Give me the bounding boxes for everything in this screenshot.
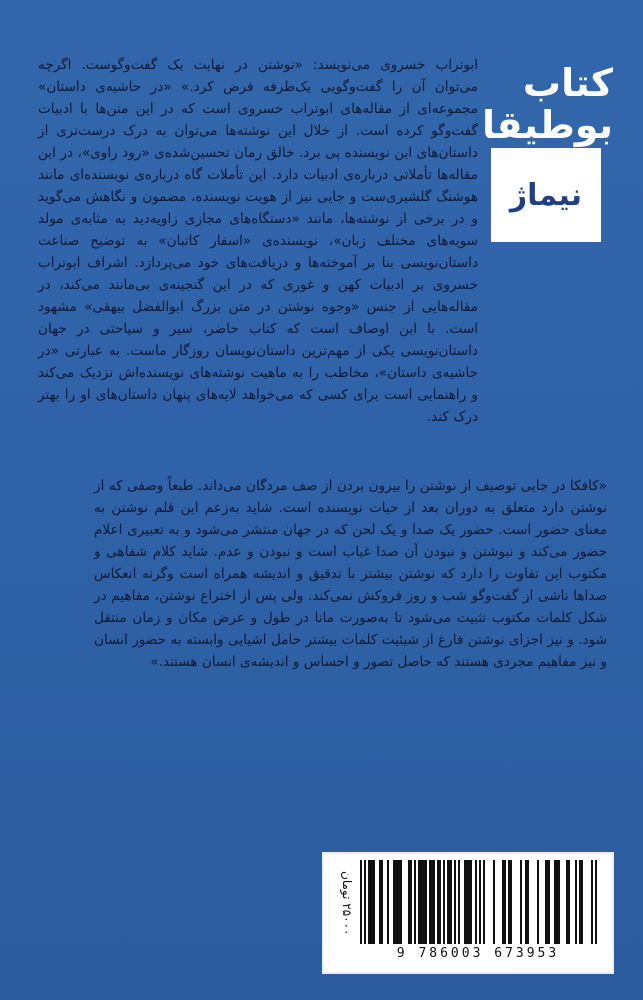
price-text: ۲۵۰۰۰ تومان <box>340 870 354 936</box>
barcode-bar <box>529 860 537 944</box>
description-paragraph: ابوتراب خسروی می‌نویسد: «نوشتن در نهایت یک گفت‌وگوست. اگرچه می‌توان آن را گفت‌وگویی یک‌طرفه فرض کرد.» «در حاشیه‌ی داستان» مجموعه‌ای از مقاله‌های ابوتراب خسروی است که در این متن‌ها با ادبیات گفت‌وگو کرده است. از خلال این نوشته‌ها می‌توان به درک درست‌تری از داستان‌های این نویسنده پی برد. خالق رمان تحسین‌شده‌ی «رود راوی»، در این مقاله‌ها تأملاتی درباره‌ی ادبیات دارد. این تأملات گاه درباره‌ی نویسنده‌ای مانند هوشنگ گلشیری‌ست و جایی نیز از هویت نویسنده، مضمون و نگاهش می‌گوید و در برخی از نوشته‌ها، مانند «دستگاه‌های مجازی زاویه‌دید به مثابه‌ی مولد سویه‌های مختلف زبان»، نویسنده‌ی «اسفار کاتبان» به توضیح صناعت داستان‌نویسی بنا بر آموخته‌ها و دریافت‌های خود می‌پردازد. اشراف ابوتراب خسروی بر ادبیات کهن و غوری که در این گنجینه‌ی بی‌مانند می‌کند، در مقاله‌هایی از جنس «وجوه نوشتن در متن بزرگ ابوالفضل بیهقی» مشهود است. با این اوصاف است که کتاب حاضر، سیر و سیاحتی در جهان داستان‌نویسی یکی از مهم‌ترین داستان‌نویسان روزگار ماست. به عبارتی «در حاشیه‌ی داستان»، مخاطب را به ماهیت نوشته‌های نویسنده‌اش نزدیک می‌کند و راهنمایی است برای کسی که می‌خواهد لایه‌های پنهان داستان‌های او را بهتر درک کند. <box>38 56 478 425</box>
barcode-bars <box>360 860 598 944</box>
series-title-line-1: کتاب <box>522 61 613 105</box>
barcode-bar <box>583 860 591 944</box>
barcode-label <box>322 852 614 974</box>
series-title-line-2: بوطیقا <box>481 103 613 147</box>
publisher-logo <box>491 148 601 242</box>
barcode-bar <box>595 860 597 944</box>
barcode-bar <box>393 860 401 944</box>
publisher-logo-text: نیماژ <box>509 177 583 213</box>
barcode-bar <box>512 860 520 944</box>
series-title <box>481 61 613 147</box>
barcode-bar <box>418 860 426 944</box>
barcode-bar <box>485 860 493 944</box>
isbn-number: 9 786003 673953 <box>396 946 560 961</box>
barcode-bar <box>464 860 472 944</box>
quote-paragraph: «کافکا در جایی توصیف از نوشتن را بیرون بردن از صف مردگان می‌داند. طبعاً وصفی که از نوشتن دارد متعلق به دوران بعد از حیات نویسنده است. شاید به‌زعم این قلم نوشتن به معنای حضور است. حضور یک صدا و یک لحن که در جهان منتشر می‌شود و به تعبیری اعلام حضور می‌کند و نبوشتن و نبودن آن صدا غیاب است و نبودن و عدم. شاید کلام شفاهی و مکتوب این تفاوت را دارد که نوشتن بیشتر با تدقیق و اندیشه همراه است وگرنه انعکاس صداها ناشی از گفت‌وگو شب و روز فروکش نمی‌کند. ولی پس از اختراع نوشتن، مفاهیم در شکل کلمات مکتوب تثبیت می‌شود تا به‌صورت مانا در طول و عرض مکان و زمان منتقل شود. و نیز اجزای نوشتن فارغ از شیئیت کلمات بیشتر حامل اشیایی وابسته به حضور انسان و نیز مفاهیم مجردی هستند که حاصل تصور و احساس و اندیشه‌ی انسان هستند.» <box>94 477 607 670</box>
